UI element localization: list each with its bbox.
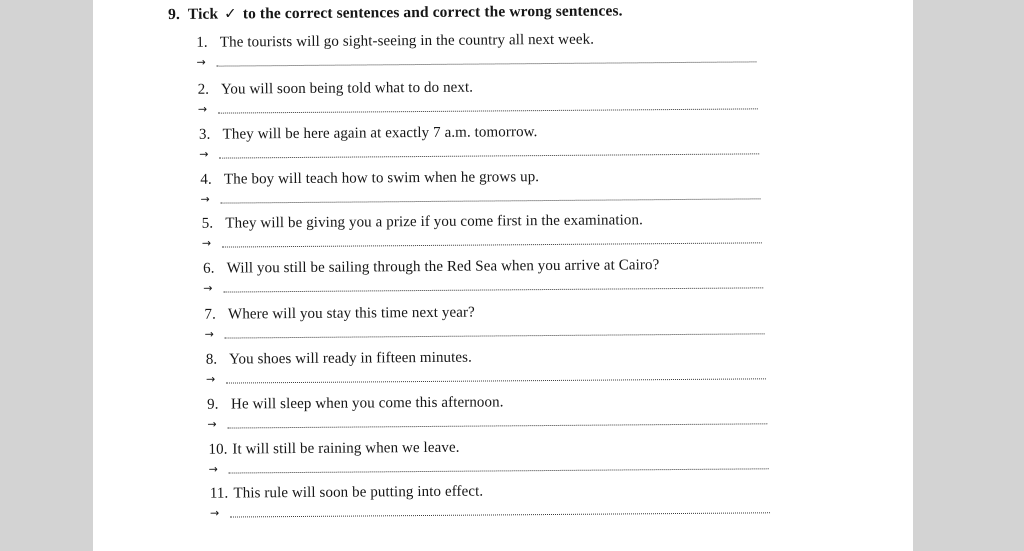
answer-line[interactable] bbox=[199, 147, 759, 165]
exercise-item-7 bbox=[204, 304, 475, 341]
item-number: 8. bbox=[205, 351, 218, 368]
dotted-answer-line bbox=[223, 287, 763, 292]
item-text: You shoes will ready in fifteen minutes. bbox=[229, 349, 473, 368]
item-number: 5. bbox=[201, 215, 214, 232]
arrow-icon: → bbox=[207, 417, 217, 431]
arrow-icon: → bbox=[208, 462, 218, 476]
exercise-item-2 bbox=[197, 79, 474, 116]
arrow-icon: → bbox=[205, 372, 216, 386]
exercise-item-1 bbox=[196, 31, 595, 69]
instruction-end: to the correct sentences and correct the wrong sentences. bbox=[242, 2, 623, 23]
instruction-start: Tick bbox=[187, 5, 219, 23]
dotted-answer-line bbox=[227, 423, 767, 428]
answer-line[interactable] bbox=[202, 236, 762, 254]
answer-line[interactable] bbox=[201, 192, 761, 210]
item-number: 9. bbox=[207, 396, 219, 413]
answer-line[interactable] bbox=[207, 417, 767, 435]
item-sentence bbox=[207, 394, 504, 413]
arrow-icon: → bbox=[196, 55, 206, 69]
exercise-item-3 bbox=[198, 124, 538, 161]
arrow-icon: → bbox=[200, 192, 210, 206]
dotted-answer-line bbox=[229, 468, 769, 473]
tick-icon: ✓ bbox=[224, 4, 237, 23]
item-number: 7. bbox=[204, 306, 216, 323]
dotted-answer-line bbox=[226, 378, 766, 383]
exercise-item-4 bbox=[200, 169, 540, 206]
item-number: 11. bbox=[209, 485, 229, 502]
dotted-answer-line bbox=[219, 153, 759, 158]
item-text: Where will you stay this time next year? bbox=[227, 304, 475, 323]
arrow-icon: → bbox=[209, 506, 220, 520]
item-number: 4. bbox=[200, 171, 212, 188]
item-sentence bbox=[203, 257, 659, 278]
dotted-answer-line bbox=[216, 61, 756, 66]
answer-line[interactable] bbox=[196, 55, 756, 73]
exercise-block bbox=[168, 0, 888, 520]
arrow-icon: → bbox=[204, 327, 214, 341]
arrow-icon: → bbox=[203, 281, 213, 295]
exercise-item-8 bbox=[205, 349, 473, 386]
item-number: 3. bbox=[198, 126, 211, 143]
answer-line[interactable] bbox=[203, 281, 763, 299]
answer-line[interactable] bbox=[198, 102, 758, 120]
answer-line[interactable] bbox=[210, 506, 770, 524]
exercise-item-5 bbox=[201, 212, 644, 250]
dotted-answer-line bbox=[230, 512, 770, 517]
item-sentence bbox=[200, 169, 539, 189]
dotted-answer-line bbox=[218, 108, 758, 113]
item-text: This rule will soon be putting into effect. bbox=[233, 483, 484, 502]
exercise-item-6 bbox=[203, 257, 660, 295]
answer-line[interactable] bbox=[206, 372, 766, 390]
item-text: Will you still be sailing through the Red Sea when you arrive at Cairo? bbox=[226, 257, 660, 277]
exercise-item-10 bbox=[208, 439, 460, 476]
item-sentence bbox=[202, 212, 643, 232]
answer-line[interactable] bbox=[209, 462, 769, 480]
item-sentence bbox=[204, 305, 475, 324]
dotted-answer-line bbox=[225, 333, 765, 338]
exercise-item-9 bbox=[207, 394, 504, 431]
arrow-icon: → bbox=[201, 236, 212, 250]
arrow-icon: → bbox=[199, 147, 209, 161]
worksheet-page bbox=[93, 0, 913, 551]
item-text: The boy will teach how to swim when he grows up. bbox=[223, 169, 540, 188]
dotted-answer-line bbox=[222, 242, 762, 247]
item-text: They will be here again at exactly 7 a.m. tomorrow. bbox=[222, 124, 538, 143]
exercise-item-11 bbox=[209, 483, 484, 520]
item-sentence bbox=[196, 32, 594, 52]
exercise-number: 9. bbox=[168, 5, 180, 23]
item-sentence bbox=[199, 124, 538, 144]
item-sentence bbox=[208, 440, 459, 459]
item-number: 1. bbox=[196, 34, 208, 51]
item-number: 6. bbox=[203, 260, 215, 277]
answer-line[interactable] bbox=[205, 327, 765, 345]
item-sentence bbox=[206, 350, 472, 369]
item-text: You will soon being told what to do next. bbox=[220, 79, 474, 98]
item-text: The tourists will go sight-seeing in the country all next week. bbox=[219, 31, 595, 51]
dotted-answer-line bbox=[221, 198, 761, 203]
item-sentence bbox=[210, 484, 484, 503]
item-number: 10. bbox=[208, 441, 228, 458]
exercise-heading bbox=[168, 1, 623, 24]
arrow-icon: → bbox=[197, 102, 208, 116]
item-text: It will still be raining when we leave. bbox=[232, 439, 460, 458]
item-number: 2. bbox=[197, 81, 210, 98]
item-text: They will be giving you a prize if you come first in the examination. bbox=[225, 212, 644, 232]
item-text: He will sleep when you come this afternoon. bbox=[230, 394, 504, 413]
item-sentence bbox=[198, 80, 474, 99]
